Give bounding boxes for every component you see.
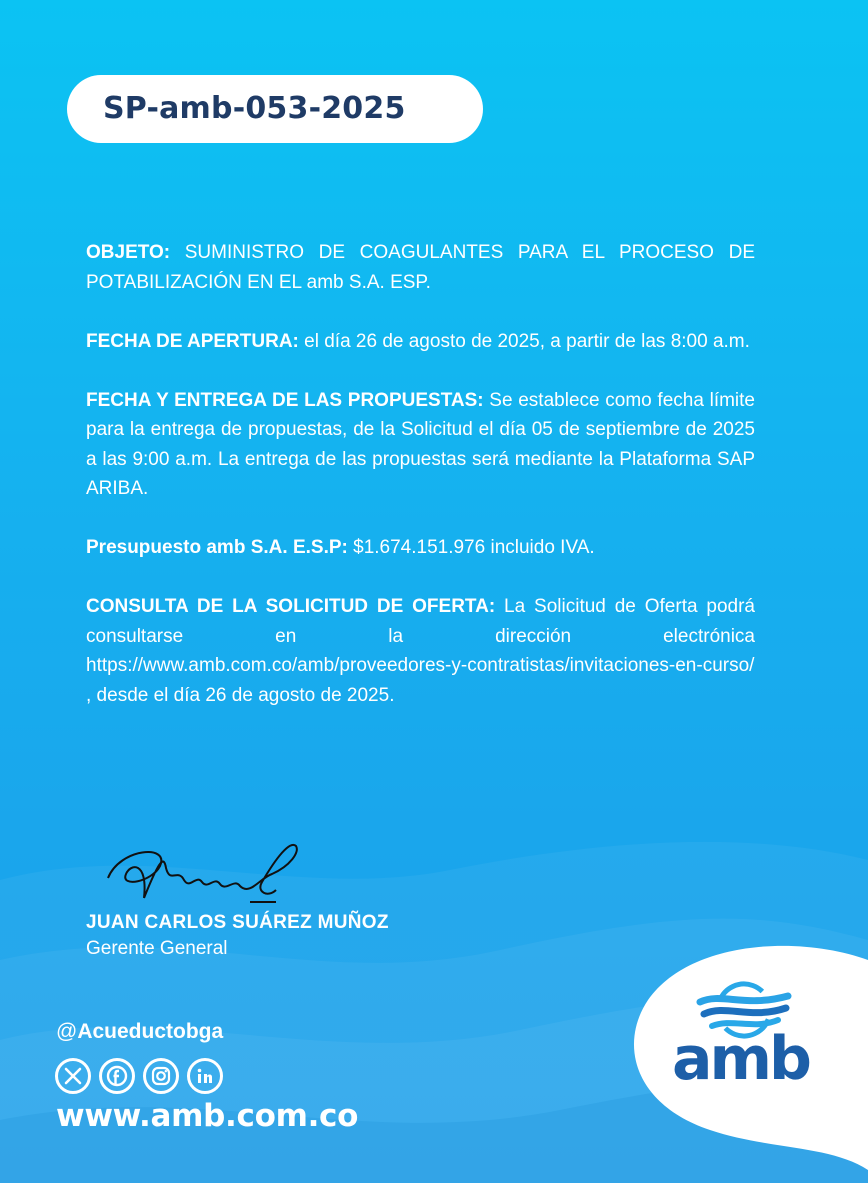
section-label: FECHA DE APERTURA: bbox=[86, 330, 299, 352]
reference-code-badge bbox=[67, 75, 483, 143]
section-text: $1.674.151.976 incluido IVA. bbox=[347, 537, 595, 558]
section-label: OBJETO: bbox=[86, 242, 171, 263]
section-consulta bbox=[86, 592, 755, 710]
section-label: FECHA Y ENTREGA DE LAS PROPUESTAS: bbox=[86, 389, 484, 411]
section-label: Presupuesto amb S.A. E.S.P: bbox=[86, 537, 348, 558]
handwritten-signature bbox=[100, 838, 310, 916]
linkedin-icon[interactable] bbox=[187, 1058, 223, 1094]
reference-code: SP-amb-053-2025 bbox=[103, 91, 406, 126]
section-objeto bbox=[86, 238, 755, 297]
section-fecha-apertura bbox=[86, 327, 755, 357]
social-handle[interactable] bbox=[56, 1020, 223, 1044]
amb-logo: amb bbox=[672, 1024, 809, 1094]
section-label: CONSULTA DE LA SOLICITUD DE OFERTA: bbox=[86, 596, 496, 617]
social-icons bbox=[55, 1058, 223, 1094]
signer-title: Gerente General bbox=[86, 938, 228, 959]
section-text: SUMINISTRO DE COAGULANTES PARA EL PROCESO DE POTABILIZACIÓN EN EL amb S.A. ESP. bbox=[86, 242, 755, 293]
section-fecha-entrega bbox=[86, 386, 755, 504]
x-icon[interactable] bbox=[55, 1058, 91, 1094]
section-presupuesto bbox=[86, 533, 755, 563]
instagram-icon[interactable] bbox=[143, 1058, 179, 1094]
notice-body bbox=[86, 238, 755, 740]
facebook-icon[interactable] bbox=[99, 1058, 135, 1094]
section-text: Se establece como fecha límite para la entrega de propuestas, de la Solicitud el día 05 de septiembre de 2025 a las 9:00 a.m. La entrega de las propuestas será mediante la Plataforma SAP ARIBA. bbox=[86, 389, 755, 499]
section-text: La Solicitud de Oferta podrá consultarse en la dirección electrónica https://www.amb.com.co/amb/proveedores-y-contratistas/invitaciones-en-curso/ , desde el día 26 de agosto de 2025. bbox=[86, 596, 755, 706]
section-text: el día 26 de agosto de 2025, a partir de las 8:00 a.m. bbox=[298, 330, 750, 352]
handle-at: @ bbox=[56, 1020, 78, 1043]
handle-name: Acueductobga bbox=[77, 1020, 224, 1043]
signer-name: JUAN CARLOS SUÁREZ MUÑOZ bbox=[86, 912, 389, 933]
website-link[interactable]: www.amb.com.co bbox=[56, 1098, 359, 1134]
